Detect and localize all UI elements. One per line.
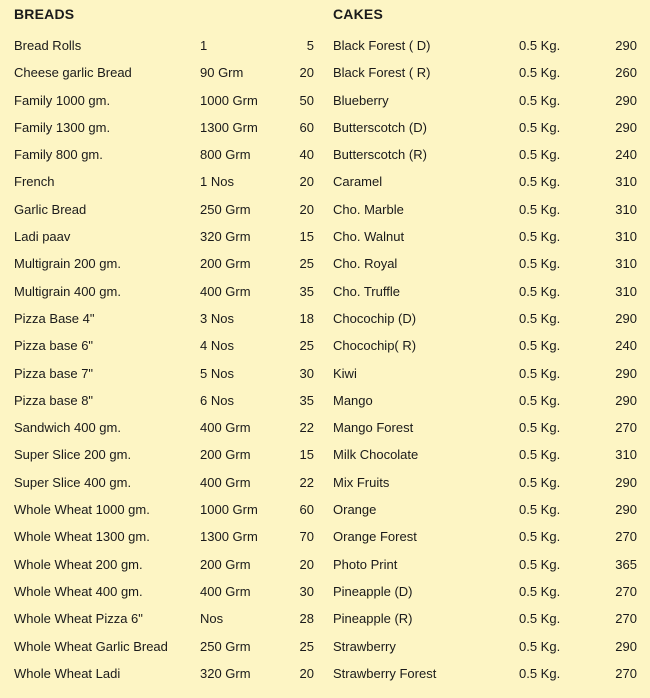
item-quantity: 320 Grm [200, 229, 251, 245]
item-price: 35 [299, 283, 314, 299]
item-name: Mango [333, 392, 373, 408]
item-price: 290 [615, 92, 637, 108]
item-name: Family 1000 gm. [14, 92, 111, 108]
menu-item-row [14, 581, 314, 608]
menu-item-row [14, 499, 314, 526]
item-name: Cho. Royal [333, 256, 398, 272]
item-price: 28 [299, 611, 314, 627]
item-quantity: 0.5 Kg. [519, 65, 561, 81]
menu-item-row [14, 90, 314, 117]
menu-item-row [14, 144, 314, 171]
menu-item-row [14, 117, 314, 144]
menu-item-row [333, 253, 637, 280]
item-price: 40 [299, 147, 314, 163]
menu-item-row [14, 308, 314, 335]
item-quantity: 6 Nos [200, 392, 234, 408]
item-name: Blueberry [333, 92, 389, 108]
item-name: Whole Wheat 1000 gm. [14, 502, 150, 518]
menu-item-row [333, 636, 637, 663]
menu-item-row [14, 417, 314, 444]
item-name: Multigrain 400 gm. [14, 283, 121, 299]
item-price: 310 [615, 201, 637, 217]
item-price: 5 [306, 38, 314, 53]
item-price: 60 [299, 502, 314, 518]
item-name: Pizza base 8" [14, 392, 94, 408]
item-price: 290 [615, 638, 637, 654]
menu-item-row [333, 199, 637, 226]
item-quantity: 90 Grm [200, 65, 244, 81]
item-price: 50 [299, 92, 314, 108]
item-quantity: 0.5 Kg. [519, 611, 561, 627]
item-quantity: 250 Grm [200, 638, 251, 654]
item-quantity: 320 Grm [200, 665, 251, 681]
item-quantity: 1300 Grm [200, 529, 258, 545]
item-name: Garlic Bread [14, 201, 87, 217]
menu-item-row [14, 636, 314, 663]
item-quantity: 0.5 Kg. [519, 119, 561, 135]
item-price: 35 [299, 392, 314, 408]
item-name: Pineapple (D) [333, 583, 413, 599]
item-name: Milk Chocolate [333, 447, 419, 463]
item-price: 15 [299, 229, 314, 245]
item-name: Photo Print [333, 556, 398, 572]
item-name: Cheese garlic Bread [14, 65, 132, 81]
item-name: Super Slice 400 gm. [14, 474, 132, 490]
menu-item-row [14, 472, 314, 499]
item-price: 60 [299, 119, 314, 135]
menu-item-row [333, 117, 637, 144]
menu-item-row [333, 472, 637, 499]
menu-item-row [333, 663, 637, 690]
item-quantity: 0.5 Kg. [519, 529, 561, 545]
item-price: 20 [299, 665, 314, 681]
item-name: Pizza base 6" [14, 338, 94, 354]
menu-item-row [333, 308, 637, 335]
item-quantity: 0.5 Kg. [519, 665, 561, 681]
item-price: 290 [615, 38, 637, 53]
item-price: 22 [299, 420, 314, 436]
menu-item-row [333, 90, 637, 117]
item-name: Whole Wheat 400 gm. [14, 583, 143, 599]
item-price: 310 [615, 283, 637, 299]
item-quantity: 200 Grm [200, 256, 251, 272]
item-name: Chocochip (D) [333, 310, 417, 326]
menu-item-row [14, 171, 314, 198]
item-name: Multigrain 200 gm. [14, 256, 121, 272]
item-name: French [14, 174, 55, 190]
menu-item-row [333, 144, 637, 171]
item-quantity: 200 Grm [200, 556, 251, 572]
item-name: Mango Forest [333, 420, 414, 436]
item-price: 270 [615, 583, 637, 599]
item-name: Ladi paav [14, 229, 71, 245]
item-name: Whole Wheat Garlic Bread [14, 638, 168, 654]
menu-item-row [333, 417, 637, 444]
menu-item-row [14, 253, 314, 280]
breads-heading: BREADS [14, 6, 75, 22]
item-quantity: 0.5 Kg. [519, 174, 561, 190]
cakes-heading: CAKES [333, 6, 384, 22]
item-price: 25 [299, 338, 314, 354]
item-quantity: 1 Nos [200, 174, 234, 190]
item-quantity: 0.5 Kg. [519, 338, 561, 354]
item-quantity: 0.5 Kg. [519, 392, 561, 408]
item-quantity: 0.5 Kg. [519, 201, 561, 217]
item-price: 270 [615, 529, 637, 545]
item-price: 310 [615, 256, 637, 272]
menu-item-row [333, 581, 637, 608]
menu-item-row [333, 526, 637, 553]
item-quantity: 1300 Grm [200, 119, 258, 135]
item-price: 270 [615, 420, 637, 436]
item-name: Butterscotch (R) [333, 147, 427, 163]
item-name: Bread Rolls [14, 38, 82, 53]
item-quantity: 400 Grm [200, 420, 251, 436]
menu-item-row [333, 62, 637, 89]
item-price: 365 [615, 556, 637, 572]
item-name: Whole Wheat 1300 gm. [14, 529, 150, 545]
item-price: 20 [299, 201, 314, 217]
item-quantity: 0.5 Kg. [519, 502, 561, 518]
item-price: 310 [615, 174, 637, 190]
menu-item-row [14, 554, 314, 581]
item-price: 270 [615, 611, 637, 627]
item-price: 22 [299, 474, 314, 490]
item-quantity: 0.5 Kg. [519, 583, 561, 599]
item-quantity: 400 Grm [200, 283, 251, 299]
item-name: Whole Wheat Pizza 6" [14, 611, 143, 627]
item-quantity: 0.5 Kg. [519, 38, 561, 53]
item-quantity: 0.5 Kg. [519, 310, 561, 326]
item-quantity: 5 Nos [200, 365, 234, 381]
menu-item-row [14, 335, 314, 362]
item-quantity: 0.5 Kg. [519, 638, 561, 654]
item-name: Super Slice 200 gm. [14, 447, 132, 463]
item-price: 15 [299, 447, 314, 463]
item-price: 270 [615, 665, 637, 681]
item-price: 70 [299, 529, 314, 545]
menu-item-row [333, 226, 637, 253]
menu-item-row [14, 390, 314, 417]
menu-item-row [14, 226, 314, 253]
menu-item-row [333, 554, 637, 581]
item-quantity: 0.5 Kg. [519, 229, 561, 245]
item-name: Whole Wheat 200 gm. [14, 556, 143, 572]
item-name: Strawberry [333, 638, 396, 654]
item-price: 290 [615, 392, 637, 408]
menu-item-row [14, 663, 314, 690]
menu-item-row [333, 499, 637, 526]
menu-item-row [14, 526, 314, 553]
item-price: 290 [615, 310, 637, 326]
item-quantity: 0.5 Kg. [519, 283, 561, 299]
item-price: 18 [299, 310, 314, 326]
item-price: 25 [299, 638, 314, 654]
menu-item-row [14, 281, 314, 308]
item-quantity: 400 Grm [200, 474, 251, 490]
item-name: Pizza base 7" [14, 365, 94, 381]
item-quantity: 800 Grm [200, 147, 251, 163]
menu-item-row [333, 281, 637, 308]
item-price: 310 [615, 229, 637, 245]
item-price: 20 [299, 556, 314, 572]
item-name: Sandwich 400 gm. [14, 420, 121, 436]
item-quantity: 1000 Grm [200, 92, 258, 108]
item-price: 290 [615, 502, 637, 518]
menu-item-row [14, 199, 314, 226]
item-price: 240 [615, 338, 637, 354]
menu-item-row [14, 608, 314, 635]
item-quantity: 250 Grm [200, 201, 251, 217]
item-name: Family 1300 gm. [14, 119, 111, 135]
item-quantity: 0.5 Kg. [519, 147, 561, 163]
menu-item-row [333, 335, 637, 362]
item-name: Caramel [333, 174, 383, 190]
item-quantity: 4 Nos [200, 338, 234, 354]
item-name: Kiwi [333, 365, 357, 381]
item-price: 30 [299, 583, 314, 599]
item-name: Chocochip( R) [333, 338, 417, 354]
item-price: 260 [615, 65, 637, 81]
item-name: Pizza Base 4" [14, 310, 95, 326]
item-quantity: 1 [200, 38, 208, 53]
breads-list [14, 35, 314, 690]
item-price: 310 [615, 447, 637, 463]
item-name: Whole Wheat Ladi [14, 665, 121, 681]
item-quantity: 1000 Grm [200, 502, 258, 518]
menu-item-row [333, 444, 637, 471]
item-price: 240 [615, 147, 637, 163]
item-name: Pineapple (R) [333, 611, 413, 627]
item-name: Mix Fruits [333, 474, 390, 490]
item-quantity: 0.5 Kg. [519, 556, 561, 572]
item-name: Strawberry Forest [333, 665, 437, 681]
item-name: Orange [333, 502, 377, 518]
item-price: 290 [615, 474, 637, 490]
item-name: Cho. Truffle [333, 283, 400, 299]
menu-item-row [333, 171, 637, 198]
item-name: Black Forest ( D) [333, 38, 431, 53]
item-quantity: 0.5 Kg. [519, 92, 561, 108]
item-quantity: 200 Grm [200, 447, 251, 463]
item-quantity: 0.5 Kg. [519, 256, 561, 272]
item-quantity: 3 Nos [200, 310, 234, 326]
item-name: Orange Forest [333, 529, 417, 545]
item-price: 25 [299, 256, 314, 272]
item-quantity: 0.5 Kg. [519, 365, 561, 381]
item-quantity: 0.5 Kg. [519, 447, 561, 463]
menu-item-row [14, 35, 314, 62]
item-price: 20 [299, 174, 314, 190]
item-price: 20 [299, 65, 314, 81]
item-quantity: 400 Grm [200, 583, 251, 599]
menu-item-row [333, 35, 637, 62]
item-price: 290 [615, 365, 637, 381]
menu-item-row [14, 444, 314, 471]
item-name: Cho. Marble [333, 201, 404, 217]
item-name: Family 800 gm. [14, 147, 103, 163]
item-name: Butterscotch (D) [333, 119, 427, 135]
item-quantity: 0.5 Kg. [519, 420, 561, 436]
menu-item-row [333, 363, 637, 390]
menu-item-row [333, 608, 637, 635]
menu-item-row [14, 62, 314, 89]
item-name: Black Forest ( R) [333, 65, 431, 81]
item-quantity: 0.5 Kg. [519, 474, 561, 490]
menu-item-row [333, 390, 637, 417]
item-name: Cho. Walnut [333, 229, 405, 245]
item-price: 30 [299, 365, 314, 381]
item-quantity: Nos [200, 611, 224, 627]
cakes-list [333, 35, 637, 690]
item-price: 290 [615, 119, 637, 135]
menu-item-row [14, 363, 314, 390]
